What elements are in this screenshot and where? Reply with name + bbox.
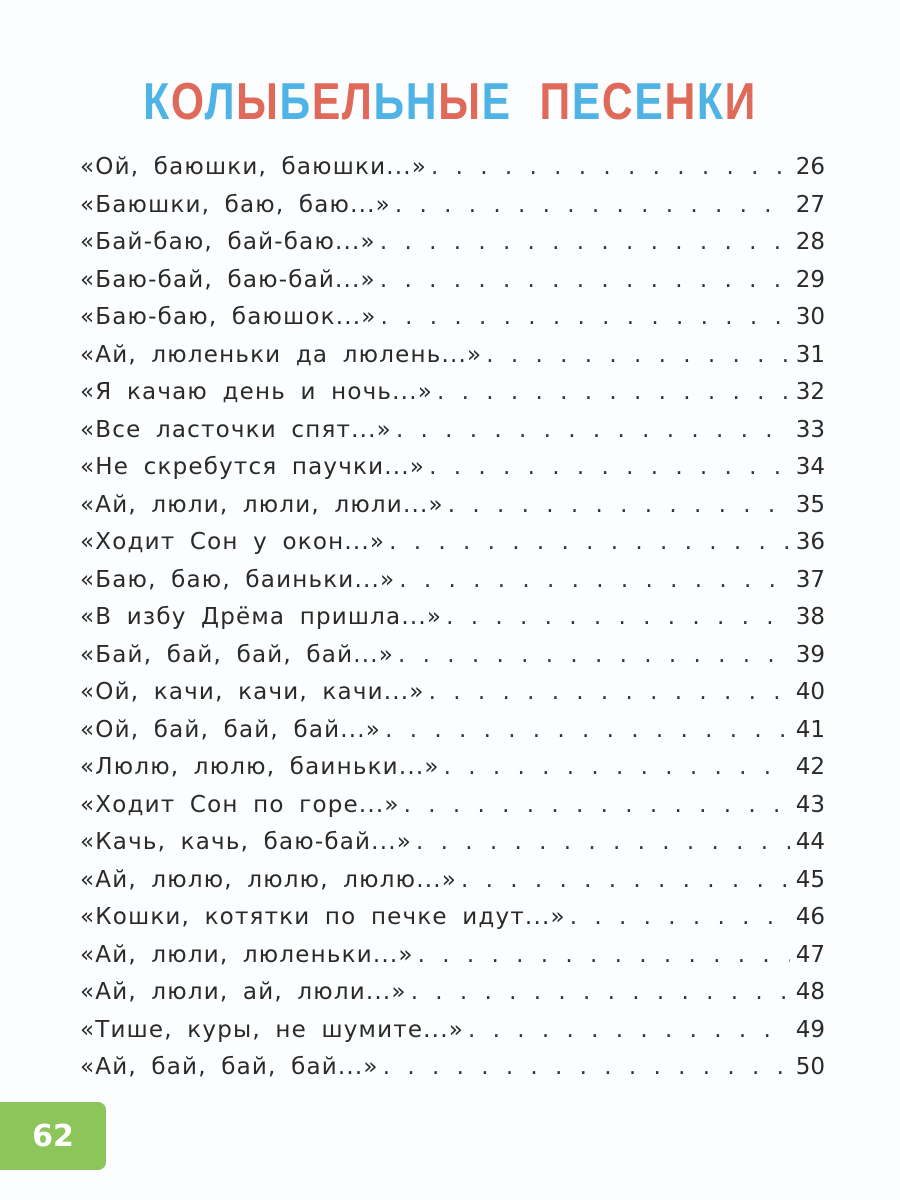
- dot-leader: [570, 904, 790, 930]
- entry-title: «Ай, люленьки да люлень...»: [80, 341, 483, 368]
- entry-page: 41: [795, 716, 825, 743]
- toc-entry: [80, 1054, 825, 1092]
- dot-leader: [380, 229, 790, 255]
- title-letter: С: [601, 73, 635, 131]
- entry-title: «Бай-баю, бай-баю...»: [80, 229, 376, 255]
- toc-entry: [80, 492, 825, 530]
- dot-leader: [486, 342, 789, 368]
- entry-title: «Ой, качи, качи, качи...»: [80, 679, 425, 705]
- title-letter: Н: [405, 73, 439, 131]
- dot-leader: [381, 304, 790, 330]
- entry-page: 32: [795, 379, 825, 405]
- entry-title: «Ай, люлю, люлю, люлю...»: [80, 866, 457, 893]
- entry-page: 45: [795, 866, 825, 893]
- toc-entry: [80, 717, 825, 755]
- title-letter: Е: [571, 73, 602, 131]
- entry-title: «В избу Дрёма пришла...»: [80, 604, 443, 630]
- entry-page: 43: [795, 791, 825, 818]
- dot-leader: [396, 417, 790, 443]
- dot-leader: [380, 267, 790, 293]
- title-letter: Е: [634, 73, 665, 131]
- dot-leader: [444, 754, 790, 780]
- title-letter: К: [143, 73, 171, 131]
- entry-page: 44: [795, 829, 825, 855]
- entry-title: «Я качаю день и ночь...»: [80, 379, 433, 405]
- toc-entry: [80, 229, 825, 267]
- title-letter: Е: [481, 73, 512, 131]
- table-of-contents: [80, 154, 825, 1092]
- entry-title: «Ой, бай, бай, бай...»: [80, 716, 382, 743]
- entry-title: «Баюшки, баю, баю...»: [80, 191, 391, 218]
- toc-entry: [80, 304, 825, 342]
- toc-entry: [80, 754, 825, 792]
- title-letter: Ы: [438, 73, 482, 131]
- title-letter: К: [696, 73, 725, 131]
- entry-page: 30: [795, 304, 825, 330]
- title-letter: О: [170, 73, 205, 131]
- entry-title: «Кошки, котятки по печке идут...»: [80, 904, 566, 930]
- entry-page: 29: [795, 266, 825, 293]
- toc-entry: [80, 867, 825, 905]
- title-letter: Ы: [236, 73, 280, 131]
- toc-entry: [80, 829, 825, 867]
- dot-leader: [404, 792, 790, 818]
- dot-leader: [383, 1054, 790, 1080]
- entry-title: «Ай, люли, ай, люли...»: [80, 979, 407, 1005]
- title-letter: И: [724, 73, 757, 131]
- toc-entry: [80, 904, 825, 942]
- toc-entry: [80, 1017, 825, 1055]
- entry-page: 39: [795, 641, 825, 668]
- entry-title: «Бай, бай, бай, бай...»: [80, 641, 395, 668]
- dot-leader: [411, 979, 790, 1005]
- entry-page: 36: [795, 529, 825, 555]
- toc-entry: [80, 604, 825, 642]
- dot-leader: [461, 867, 790, 893]
- dot-leader: [468, 1017, 790, 1043]
- toc-entry: [80, 267, 825, 305]
- title-letter: П: [539, 73, 572, 131]
- entry-page: 35: [795, 491, 825, 518]
- title-letter: Л: [204, 73, 237, 131]
- entry-title: «Баю, баю, баиньки...»: [80, 566, 396, 593]
- dot-leader: [429, 454, 790, 480]
- dot-leader: [389, 529, 790, 555]
- dot-leader: [429, 679, 790, 705]
- dot-leader: [395, 192, 790, 218]
- entry-title: «Баю-бай, баю-бай...»: [80, 266, 376, 293]
- entry-page: 47: [795, 941, 825, 968]
- page-number: 62: [32, 1118, 74, 1154]
- dot-leader: [416, 829, 790, 855]
- entry-title: «Люлю, люлю, баиньки...»: [80, 754, 440, 780]
- section-title: [81, 72, 819, 132]
- entry-page: 26: [795, 154, 825, 180]
- toc-entry: [80, 979, 825, 1017]
- toc-entry: [80, 529, 825, 567]
- entry-title: «Не скребутся паучки...»: [80, 454, 426, 480]
- title-letter: Н: [664, 73, 697, 131]
- entry-title: «Ой, баюшки, баюшки...»: [80, 154, 428, 180]
- entry-title: «Ай, люли, люли, люли...»: [80, 491, 444, 518]
- entry-title: «Ходит Сон у окон...»: [80, 529, 386, 555]
- dot-leader: [399, 567, 789, 593]
- toc-entry: [80, 942, 825, 980]
- page-number-badge: [0, 1102, 106, 1170]
- dot-leader: [437, 379, 790, 405]
- toc-entry: [80, 642, 825, 680]
- entry-title: «Ай, люли, люленьки...»: [80, 941, 414, 968]
- toc-entry: [80, 154, 825, 192]
- toc-entry: [80, 379, 825, 417]
- entry-page: 34: [795, 454, 825, 480]
- dot-leader: [446, 604, 790, 630]
- toc-entry: [80, 567, 825, 605]
- dot-leader: [385, 717, 790, 743]
- entry-page: 38: [795, 604, 825, 630]
- dot-leader: [431, 154, 790, 180]
- entry-page: 48: [795, 979, 825, 1005]
- entry-title: «Все ласточки спят...»: [80, 416, 392, 443]
- toc-entry: [80, 192, 825, 230]
- dot-leader: [418, 942, 790, 968]
- entry-page: 50: [795, 1054, 825, 1080]
- entry-title: «Качь, качь, баю-бай...»: [80, 829, 412, 855]
- entry-page: 40: [795, 679, 825, 705]
- entry-title: «Ай, бай, бай, бай...»: [80, 1054, 379, 1080]
- entry-page: 46: [795, 904, 825, 930]
- entry-page: 27: [795, 191, 825, 218]
- title-letter: Е: [311, 73, 342, 131]
- toc-entry: [80, 417, 825, 455]
- entry-page: 33: [795, 416, 825, 443]
- dot-leader: [448, 492, 790, 518]
- entry-page: 28: [795, 229, 825, 255]
- entry-page: 42: [795, 754, 825, 780]
- entry-page: 37: [795, 566, 825, 593]
- entry-title: «Тише, куры, не шумите...»: [80, 1016, 464, 1043]
- title-letter: Ь: [373, 73, 406, 131]
- toc-entry: [80, 342, 825, 380]
- entry-title: «Ходит Сон по горе...»: [80, 791, 400, 818]
- toc-entry: [80, 792, 825, 830]
- title-letter: Л: [341, 73, 374, 131]
- entry-page: 31: [795, 341, 825, 368]
- title-letter: Б: [279, 73, 312, 131]
- entry-page: 49: [795, 1016, 825, 1043]
- dot-leader: [398, 642, 790, 668]
- toc-entry: [80, 454, 825, 492]
- toc-entry: [80, 679, 825, 717]
- entry-title: «Баю-баю, баюшок...»: [80, 304, 377, 330]
